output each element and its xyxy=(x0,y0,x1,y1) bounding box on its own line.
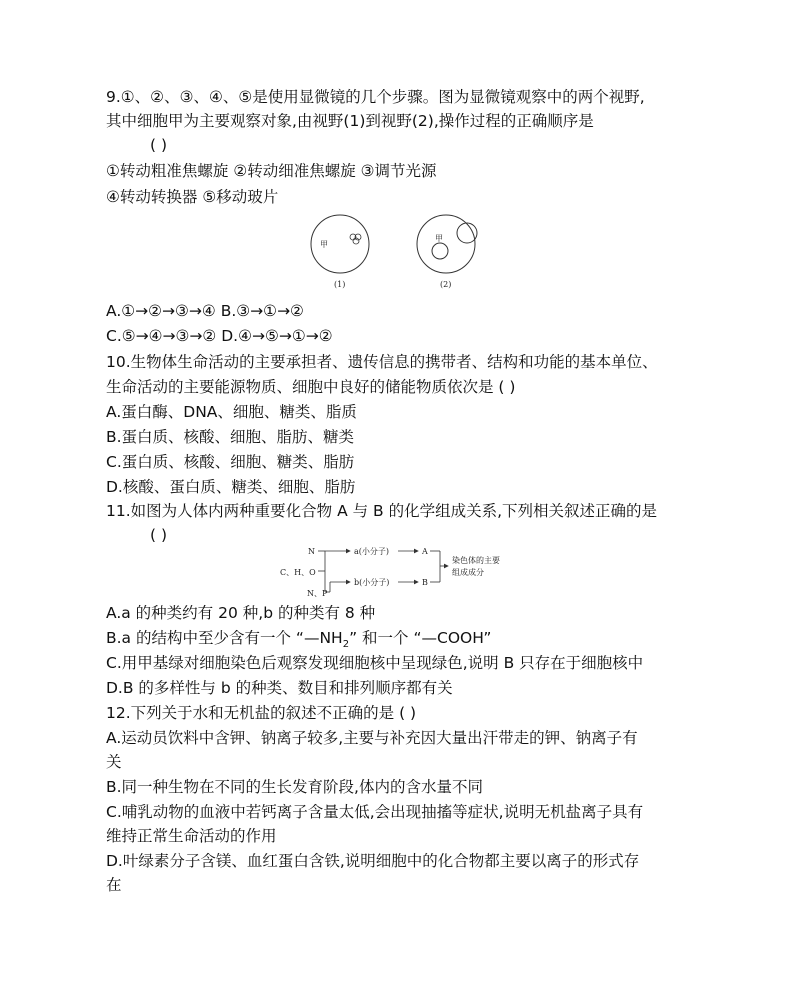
element-cho: C、H、O xyxy=(280,568,316,577)
q11-answer-paren: ( ) xyxy=(150,526,168,544)
element-n: N xyxy=(308,547,315,556)
chromosome-component-1: 染色体的主要 xyxy=(452,556,500,565)
q12-option-d-line2: 在 xyxy=(106,876,122,894)
chromosome-component-2: 组成成分 xyxy=(452,568,484,577)
q11-option-b-text: B.a 的结构中至少含有一个 “—NH xyxy=(106,629,343,647)
q12-option-c-line1: C.哺乳动物的血液中若钙离子含量太低,会出现抽搐等症状,说明无机盐离子具有 xyxy=(106,803,644,821)
q10-option-b: B.蛋白质、核酸、细胞、脂肪、糖类 xyxy=(106,428,355,446)
small-molecule-b: b(小分子) xyxy=(354,578,390,587)
q11-option-c: C.用甲基绿对细胞染色后观察发现细胞核中呈现绿色,说明 B 只存在于细胞核中 xyxy=(106,654,644,672)
q11-composition-diagram xyxy=(280,544,520,600)
q12-option-d-line1: D.叶绿素分子含镁、血红蛋白含铁,说明细胞中的化合物都主要以离子的形式存 xyxy=(106,852,640,870)
q9-steps-line2: ④转动转换器 ⑤移动玻片 xyxy=(106,188,279,206)
q11-option-d: D.B 的多样性与 b 的种类、数目和排列顺序都有关 xyxy=(106,679,453,697)
large-cell xyxy=(432,243,448,259)
q10-option-c: C.蛋白质、核酸、细胞、糖类、脂肪 xyxy=(106,453,355,471)
q11-stem-line1: 11.如图为人体内两种重要化合物 A 与 B 的化学组成关系,下列相关叙述正确的是 xyxy=(106,502,658,520)
q9-microscope-figure xyxy=(300,214,500,294)
q9-steps-line1: ①转动粗准焦螺旋 ②转动细准焦螺旋 ③调节光源 xyxy=(106,162,437,180)
q12-option-a-line1: A.运动员饮料中含钾、钠离子较多,主要与补充因大量出汗带走的钾、钠离子有 xyxy=(106,729,638,747)
q12-option-c-line2: 维持正常生命活动的作用 xyxy=(106,827,277,845)
q9-options-ab: A.①→②→③→④ B.③→①→② xyxy=(106,302,304,320)
q11-option-b-text-end: ” 和一个 “—COOH” xyxy=(349,629,492,647)
q9-answer-paren: ( ) xyxy=(150,136,168,154)
compound-a: A xyxy=(422,547,428,556)
q9-options-cd: C.⑤→④→③→② D.④→⑤→①→② xyxy=(106,327,333,345)
field-of-view-2 xyxy=(417,215,475,273)
small-molecule-a: a(小分子) xyxy=(354,547,390,556)
q11-option-a: A.a 的种类约有 20 种,b 的种类有 8 种 xyxy=(106,604,376,622)
large-cell xyxy=(457,223,477,243)
q12-stem: 12.下列关于水和无机盐的叙述不正确的是 ( ) xyxy=(106,704,417,722)
q11-option-b-subscript: 2 xyxy=(342,639,350,651)
element-np: N、P xyxy=(307,589,328,598)
view-label-2: (2) xyxy=(440,280,452,289)
q10-stem-line1: 10.生物体生命活动的主要承担者、遗传信息的携带者、结构和功能的基本单位、 xyxy=(106,353,658,371)
q12-option-b: B.同一种生物在不同的生长发育阶段,体内的含水量不同 xyxy=(106,778,483,796)
q10-option-a: A.蛋白酶、DNA、细胞、糖类、脂质 xyxy=(106,403,357,421)
view-label-1: (1) xyxy=(334,280,346,289)
compound-b: B xyxy=(422,578,428,587)
q10-stem-line2: 生命活动的主要能源物质、细胞中良好的储能物质依次是 ( ) xyxy=(106,378,516,396)
q9-stem-line1: 9.①、②、③、④、⑤是使用显微镜的几个步骤。图为显微镜观察中的两个视野, xyxy=(106,88,645,106)
q12-option-a-line2: 关 xyxy=(106,753,122,771)
q9-stem-line2: 其中细胞甲为主要观察对象,由视野(1)到视野(2),操作过程的正确顺序是 xyxy=(106,112,594,130)
cell-label-2: 甲 xyxy=(435,234,443,243)
q10-option-d: D.核酸、蛋白质、糖类、细胞、脂肪 xyxy=(106,478,356,496)
cell-label-1: 甲 xyxy=(320,240,328,249)
